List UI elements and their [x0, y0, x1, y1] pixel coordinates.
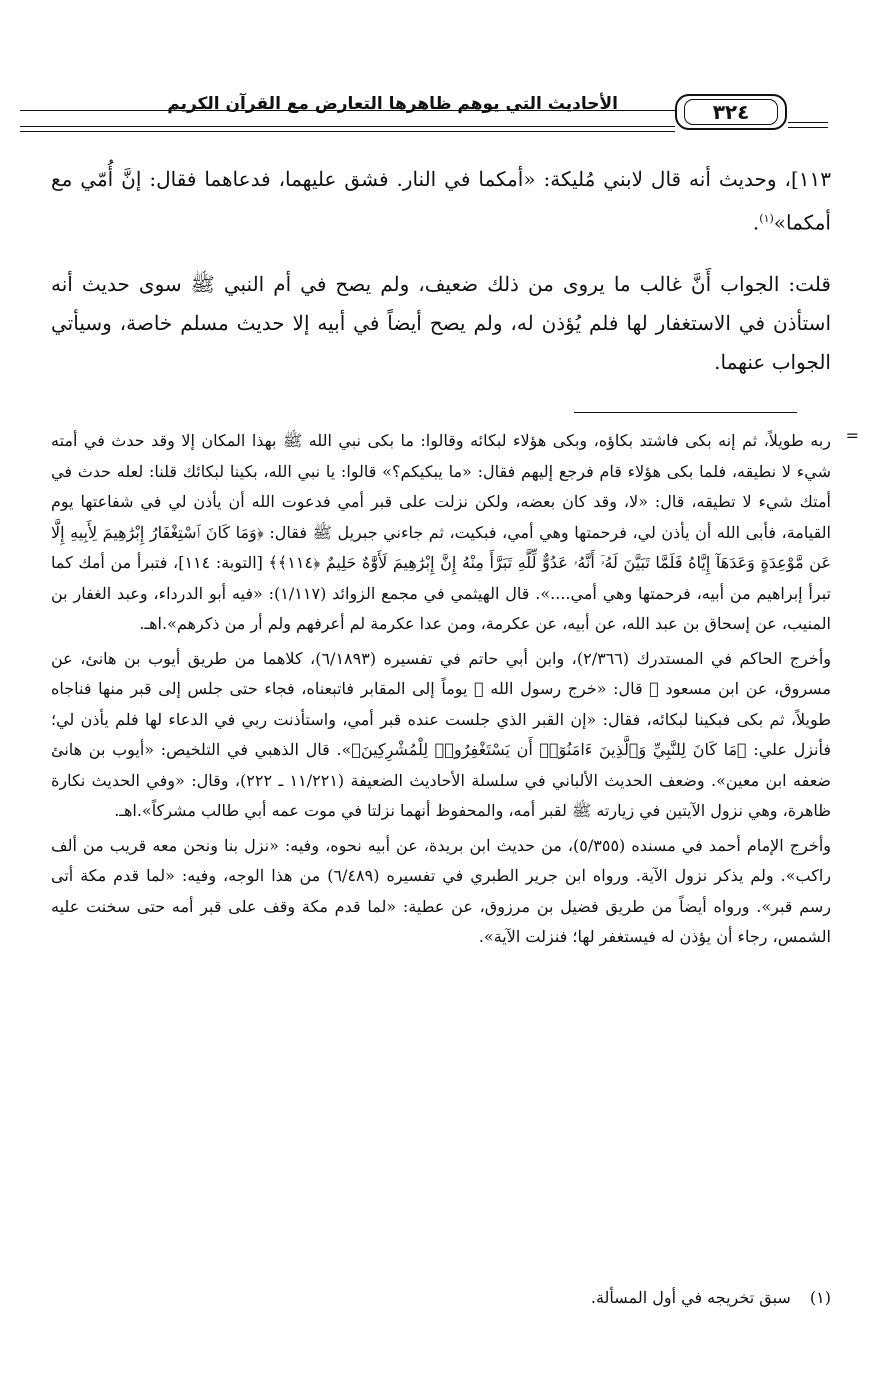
footnotes-block	[51, 426, 859, 957]
page-number: ٣٢٤	[712, 100, 750, 124]
footnote-number: (١)	[809, 1288, 831, 1307]
main-paragraph-2: قلت: الجواب أَنَّ غالب ما يروى من ذلك ضعيف، ولم يصح في أم النبي ﷺ سوى حديث أنه استأذن في الاستغفار لها فلم يُؤذن له، ولم يصح أيضاً في أبيه إلا حديث مسلم خاصة، وسيأتي الجواب عنهما.	[51, 271, 831, 374]
running-title: الأحاديث التي يوهم ظاهرها التعارض مع القرآن الكريم	[167, 94, 618, 114]
footnote-separator	[574, 412, 797, 413]
note-paragraph-3: وأخرج الإمام أحمد في مسنده (٥/٣٥٥)، من حديث ابن بريدة، عن أبيه نحوه، وفيه: «نزل بنا ونحن معه قريب من ألف راكب». ولم يذكر نزول الآية. ورواه ابن جرير الطبري في تفسيره (٦/٤٨٩) من هذا الوجه، وفيه: «لما قدم مكة أتى رسم قبر». ورواه أيضاً من طريق فضيل بن مرزوق، عن عطية: «لما قدم مكة وقف على قبر أمه حتى سخنت عليه الشمس، رجاء أن يؤذن له فيستغفر لها؛ فنزلت الآية».	[51, 835, 832, 946]
footnote-ref: (١)	[759, 212, 774, 225]
footnote-text: سبق تخريجه في أول المسألة.	[590, 1288, 791, 1307]
main-paragraph-1: ١١٣]، وحديث أنه قال لابني مُليكة: «أمكما في النار. فشق عليهما، فدعاهما فقال: إنَّ أُمّي مع أمكما»$^{(١)}$.	[51, 167, 831, 235]
header-rule-right	[788, 122, 828, 132]
main-text	[51, 160, 831, 382]
page-number-frame	[675, 94, 787, 130]
page-header	[20, 92, 828, 140]
note-paragraph-1: ربه طويلاً، ثم إنه بكى فاشتد بكاؤه، وبكى هؤلاء لبكائه وقالوا: ما بكى نبي الله ﷺ بهذا المكان إلا وقد حدث في أمته شيء لا نطيقه، فلما بكى هؤلاء قام فرجع إليهم فقال: «ما يبكيكم؟» قالوا: يا نبي الله، بكينا لبكائك قلنا: لعله حدث في أمتك شيء لا تطيقه، قال: «لا، وقد كان بعضه، ولكن نزلت على قبر أمي فدعوت الله أن يأذن لي في شفاعتها يوم القيامة، فأبى الله أن يأذن لي، فرحمتها وهي أمي، فبكيت، ثم جاءني جبريل ﷺ فقال: ﴿وَمَا كَانَ ٱسْتِغْفَارُ إِبْرَٰهِيمَ لِأَبِيهِ إِلَّا عَن مَّوْعِدَةٍ وَعَدَهَآ إِيَّاهُ فَلَمَّا تَبَيَّنَ لَهُۥٓ أَنَّهُۥ عَدُوٌّ لِّلَّهِ تَبَرَّأَ مِنْهُ إِنَّ إِبْرَٰهِيمَ لَأَوَّٰهٌ حَلِيمٌ ﴿١١٤﴾﴾ [التوبة: ١١٤]، فتبرأ من أمك كما تبرأ إبراهيم من أبيه، فرحمتها وهي أمي....». قال الهيثمي في مجمع الزوائد (١/١١٧): «فيه أبو الدرداء، وعبد الغفار بن المنيب، عن إسحاق بن عبد الله، عن أبيه، عن عكرمة، ومن عدا عكرمة لم أعرفهم ولم أر من ذكرهم».اهـ.	[51, 431, 832, 633]
continuation-mark: =	[845, 426, 859, 445]
note-paragraph-2: وأخرج الحاكم في المستدرك (٢/٣٦٦)، وابن أبي حاتم في تفسيره (٦/١٨٩٣)، كلاهما من طريق أيوب بن هانئ، عن مسروق، عن ابن مسعود ﷺ قال: «خرج رسول الله ﷺ يوماً إلى المقابر فاتبعناه، فجاء حتى جلس إلى قبر منها فناجاه طويلاً، ثم بكى فبكينا لبكائه، فقال: «إن القبر الذي جلست عنده قبر أمي، واستأذنت ربي في الدعاء لها فلم يأذن لي؛ فأنزل علي: ﴿مَا كَانَ لِلنَّبِيِّ وَٱلَّذِينَ ءَامَنُوٓا۟ أَن يَسْتَغْفِرُوا۟ لِلْمُشْرِكِينَ﴾». قال الذهبي في التلخيص: «أيوب بن هانئ ضعفه ابن معين». وضعف الحديث الألباني في سلسلة الأحاديث الضعيفة (١١/٢٢١ ـ ٢٢٢)، وقال: «وفي الحديث نكارة ظاهرة، وهي نزول الآيتين في زيارته ﷺ لقبر أمه، والمحفوظ أنهما نزلتا في موت عمه أبي طالب مشركاً».اهـ.	[51, 648, 832, 820]
footnote	[51, 1284, 831, 1312]
